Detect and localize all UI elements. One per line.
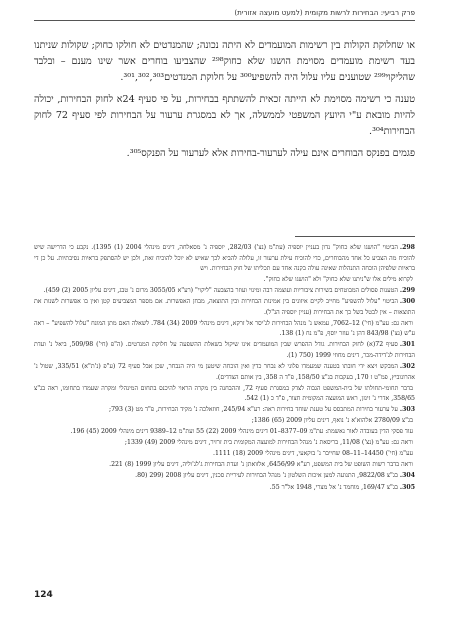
footnote xyxy=(34,297,415,318)
footnote-text: בג"צ 2780/09 אלהוא'א נ' נואף, דינים עליון 2009 (65) 1386; xyxy=(251,417,413,425)
footnote xyxy=(34,416,415,427)
footnote-text: על ערעור בחירות המתבסס על טענת שוחד בחירות ראה: רע"א 245/94, חוזאלכה נ' מקיד הבחירות, פ"ד מט (3) 793; xyxy=(109,406,398,414)
footnote-text: עוד פסקי הדין בעובדה לאור נאשמת: עת"מ 09–8377–01 דינים מינהלי 2009 (22) 55 ועת"מ 12–9389 דינים מינהלי 2009 (45) 196. xyxy=(70,428,413,436)
footnote xyxy=(34,405,415,416)
footnote-text: המבקש ויצא ידי חובתו בטענה שמעמדו פלוני לא נבחר כדין ואין הוכחה שיטען מי היה הנבחר, שכן אבל סעיף 72 (ע"פ (נ'ת"א) 335/51, שטול נ' אהרונוביץ, פמ"ט ז 170, בעקבות בג"צ 158/50, פ"ד ה 358, בין אותם הצדדים). xyxy=(34,363,415,381)
body-paragraph: פגמים בפנקס הבוחרים אינם עילה לערעור-בחירות אלא לערעור על הפנקס³⁰⁵. xyxy=(126,148,415,159)
footnote-text: הטענות פסולים המבוטחים בשירות ציבוריות ועוצמה רבה ומינוי ועוזר בהצבעה "ליקוי" (רע"א 3055/05 מרום נ' טבג, דינים עליון 2005 (2) 459). xyxy=(43,287,398,295)
footnote-text: בג"צ 9822/08, התנועה למען איכות השלטון נ' מנהל הבחירות לעיריית סכנין, דינים עליון 2008 (299 (80. xyxy=(135,472,398,480)
running-header: פרק רביעי: הבחירות לרשות מקומית (למעט מועצה אזורית) xyxy=(234,8,415,17)
footnote xyxy=(34,449,415,460)
footnote-number: 300. xyxy=(399,298,415,306)
footnote-text: הביטוי "הושגו שלא כחוק" נדון בעניין יוספיה (עת"מ (נצ') 282/03, יוספיה נ' מסאלחה, דינים מינהלי 2004 (1) 1395). נקבע כי הדרישה שיש להוכיח מה הצביע כל אחד מהבוחרים, כדי להוכיח עילת ערעור זו, עלולה להביא לכך שאיש לא יוכל להוכיח זאת, ולכן יש להסתפק בראיות נסיבתיות. על כן די בראיות שלפיהן הוכחה התנהלות שאינה עולה בקנה אחד עם תכליתו של חוק הבחירות. ויש xyxy=(34,244,415,273)
footnote-number: 303. xyxy=(399,406,415,414)
footnote xyxy=(34,384,415,405)
footnote-text: בג"צ 169/47, מוחמד נ' אל מצרי, 1948 אל"ר 55. xyxy=(269,483,398,491)
footnote xyxy=(34,471,415,482)
footnote xyxy=(34,243,415,275)
footnote-number: 299. xyxy=(399,287,415,295)
footnote-text: וראה גם: עע"מ (חי') 12–7062, עמאש נ' מנהל הבחירות לג'יסר אל זרקא, דינים מינהלי 2009 (34) 784. לשאלה האם מתן המונח "עלול להשפיע" – ראה ע"ש (נצ') 843/98 דהן נ' עוזר יוסף, פ"מ נח (1) 138. xyxy=(34,319,415,338)
footnote-text: סעיף 72(א) לחוק הבחירות. גודל ההפרש שבין המועמדים אינו שיקול בשאלת ההשפעה על חלוקת המנדטים. (ה"פ (חי') 509/98, ביאל נ' ועדת הבחירות לג'דידה-מכר, דינים מחוזי 1999 (750 (1). xyxy=(34,341,415,359)
footnote xyxy=(34,438,415,449)
header-rule xyxy=(34,20,415,21)
footnote-number: 302. xyxy=(399,363,415,371)
footnote xyxy=(34,362,415,383)
footnotes-rule xyxy=(295,236,415,237)
footnote-text: עע"מ (חי') 14450–11–08 שחייבר נ' בוקאעי, דינים מינהלי 2009 (18) 1111. xyxy=(213,450,413,458)
footnote-number: 301. xyxy=(399,341,415,349)
footnote-text: בדבר תחומי-תחולתו של בית-המשפט הגבוה לצדק במסגרת סעיף 72, וההבחנה בין מקרה הראוי להיכנס בתחום המינהלי ומקרה שעמדו בתחומו, ראה בג"צ 358/65, אדרי נ' זינזן, ראש המועצה המקומית חצור, פ"ד כ (1) 542. xyxy=(34,384,415,403)
footnote-text: וראה גם: עע"מ (נצ') 11/08, בריסאת נ' מנהל הבחירות למועצה המקומית בית זרזיר, דינים מינהלי 2009 (49) 1339; xyxy=(124,439,413,447)
footnote-text: וראה בדבר רשות השופט של בית המשפט, רע"א 6456/99, אלזואתן נ' ועדת הבחירות ג'לג'וליה, דינים עליון 1999 (8) 221. xyxy=(109,461,413,469)
footnote-text: לקרוא מילים אלו ש"ניתנו שלא כחוק" ולא "הושגו שלא כחוק". xyxy=(263,276,413,284)
footnote-number: 304. xyxy=(399,472,415,480)
footnote-number: 298. xyxy=(399,244,415,251)
page-number: 124 xyxy=(34,590,53,600)
body-paragraph: טענה כי רשימה מסוימת לא הייתה זכאית להשתתף בבחירות, על פי סעיף 24א לחוק הבחירות, יכולה להיות מובאת ע"י היועץ המשפטי לממשלה, אך לא במסגרת ערעור על הבחירות לפי סעיף 72 לחוק הבחירות³⁰⁴. xyxy=(34,94,415,137)
body-paragraph: או שחלוקת הקולות בין רשימות המועמדים לא היתה נכונה; שהמנדטים לא חולקו כחוק; שקולות שניתנו בעד רשימת מועמדים מסוימת הושגו שלא כחוק²⁹⁸ שהצביעו בוחרים אשר שינו מענם – ובלבד שהליקוי²⁹⁹ שטוענים עליו עלול היה להשפיע³⁰⁰ על חלוקת המנדטים³⁰¹,³⁰²,³⁰³. xyxy=(34,40,415,83)
footnotes xyxy=(34,243,415,494)
footnote xyxy=(34,460,415,471)
footnote xyxy=(34,340,415,361)
main-text xyxy=(34,38,415,168)
footnote xyxy=(34,319,415,340)
footnote xyxy=(34,483,415,494)
footnote xyxy=(34,286,415,297)
footnote xyxy=(34,275,415,286)
footnote-number: 305. xyxy=(399,483,415,491)
footnote-text: הביטוי "עלול להשפיע" מחייב לקיים איזונים בין אמינות הבחירות ובין התוצאה, מבחן האפשרות. אם מספר המצביעים קטן ואין בו אפשרות לשנות את התוצאות – אין לבטל בשל כך את הבחירות (עניין יוספיה הנ"ל). xyxy=(34,298,415,316)
footnote xyxy=(34,427,415,438)
